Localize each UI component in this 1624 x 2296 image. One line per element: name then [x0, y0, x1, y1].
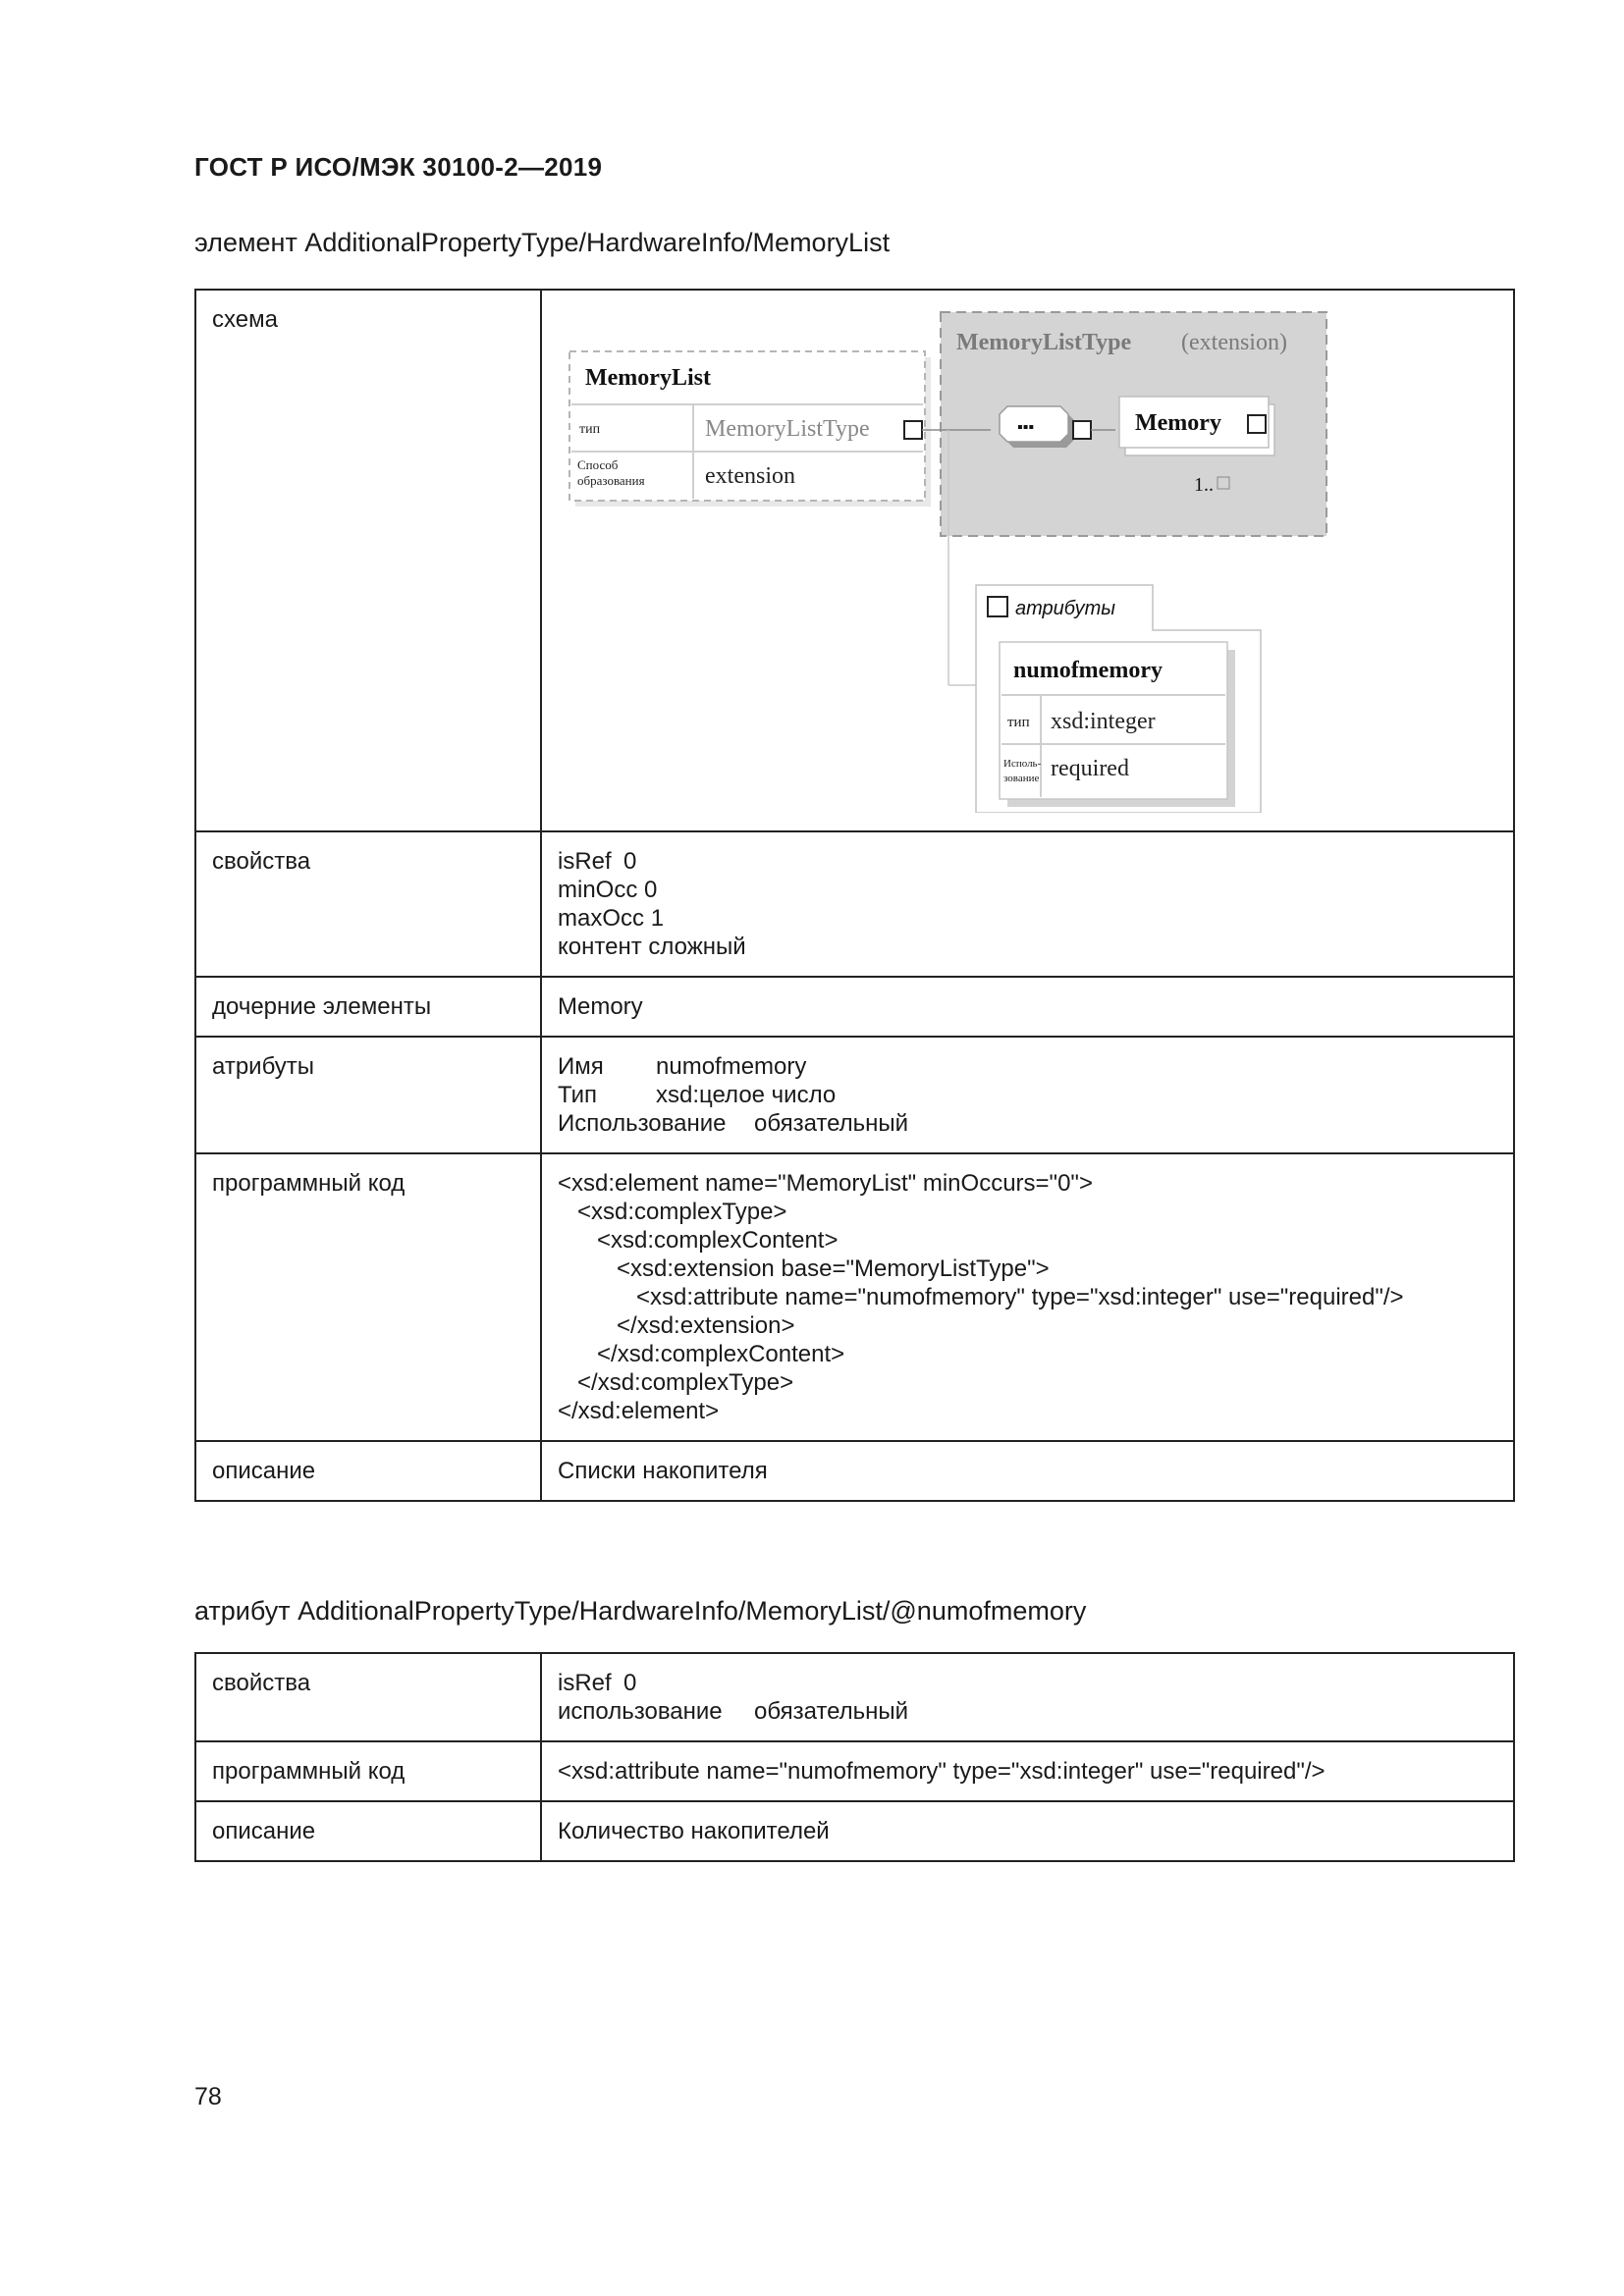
derivation-label-2: образования [577, 473, 645, 488]
code-line: </xsd:complexType> [558, 1369, 794, 1396]
attr-props-value [541, 1653, 1514, 1741]
children-value: Memory [541, 977, 1514, 1037]
schema-row [195, 290, 1514, 831]
code-line: <xsd:element name="MemoryList" minOccurs="0"> [558, 1170, 1093, 1197]
code-line: <xsd:extension base="MemoryListType"> [558, 1255, 1050, 1282]
attr-code-row [195, 1741, 1514, 1801]
attr-line: Имя numofmemory [558, 1053, 807, 1080]
code-line: <xsd:complexType> [558, 1199, 787, 1225]
attribute-caption: атрибут AdditionalPropertyType/HardwareInfo/MemoryList/@numofmemory [194, 1596, 1087, 1626]
schema-diagram-cell [541, 290, 1514, 831]
extension-title: MemoryListType [956, 330, 1132, 355]
schema-diagram [556, 302, 1498, 813]
prop-line: maxOcc 1 [558, 905, 665, 932]
attributes-tab-label: атрибуты [1015, 598, 1115, 619]
memorylist-expand-icon[interactable] [904, 421, 922, 439]
memorylist-title: MemoryList [585, 365, 711, 391]
desc-value: Списки накопителя [541, 1441, 1514, 1501]
code-row [195, 1153, 1514, 1441]
attr-desc-label: описание [195, 1801, 541, 1861]
attr-line: Тип xsd:целое число [558, 1082, 837, 1108]
sequence-expand-icon[interactable] [1073, 421, 1091, 439]
props-row [195, 831, 1514, 977]
element-caption: элемент AdditionalPropertyType/HardwareInfo/MemoryList [194, 228, 891, 257]
attr-props-row [195, 1653, 1514, 1741]
attr-type-label: тип [1007, 715, 1030, 730]
code-line: <xsd:attribute name="numofmemory" type="xsd:integer" use="required"/> [558, 1284, 1404, 1310]
memory-occurs: 1.. [1194, 474, 1214, 496]
prop-line: isRef 0 [558, 848, 637, 875]
type-value: MemoryListType [705, 416, 870, 442]
attr-desc-value: Количество накопителей [541, 1801, 1514, 1861]
document-header: ГОСТ Р ИСО/МЭК 30100-2—2019 [194, 152, 603, 182]
props-label: свойства [195, 831, 541, 977]
children-row [195, 977, 1514, 1037]
attribute-name: numofmemory [1013, 658, 1163, 683]
memory-title: Memory [1135, 410, 1221, 436]
sequence-symbol: ▪▪▪ [1017, 419, 1035, 436]
attrs-row [195, 1037, 1514, 1153]
derivation-value: extension [705, 463, 795, 489]
memory-expand-icon[interactable] [1248, 415, 1266, 433]
attr-props-label: свойства [195, 1653, 541, 1741]
attr-prop-line: использование обязательный [558, 1698, 909, 1725]
derivation-label-1: Способ [577, 457, 619, 472]
code-line: <xsd:complexContent> [558, 1227, 839, 1254]
desc-row [195, 1441, 1514, 1501]
code-label: программный код [195, 1153, 541, 1441]
attr-code-label: программный код [195, 1741, 541, 1801]
attrs-value [541, 1037, 1514, 1153]
code-line: </xsd:complexContent> [558, 1341, 845, 1367]
children-label: дочерние элементы [195, 977, 541, 1037]
attrs-label: атрибуты [195, 1037, 541, 1153]
attr-use-value: required [1051, 756, 1129, 781]
element-table [194, 289, 1515, 1502]
code-value [541, 1153, 1514, 1441]
desc-label: описание [195, 1441, 541, 1501]
attributes-collapse-icon[interactable] [988, 597, 1007, 616]
attr-line: Использование обязательный [558, 1110, 909, 1137]
code-line: </xsd:element> [558, 1398, 720, 1424]
attr-use-label-1: Исполь- [1003, 758, 1042, 770]
page-number: 78 [194, 2083, 222, 2110]
attr-prop-line: isRef 0 [558, 1670, 637, 1696]
diagram-svg [556, 302, 1341, 813]
extension-suffix: (extension) [1181, 330, 1287, 355]
attribute-table [194, 1652, 1515, 1862]
attr-use-label-2: зование [1003, 773, 1040, 784]
props-value [541, 831, 1514, 977]
code-line: </xsd:extension> [558, 1312, 795, 1339]
prop-line: контент сложный [558, 934, 746, 960]
attr-desc-row [195, 1801, 1514, 1861]
prop-line: minOcc 0 [558, 877, 658, 903]
attr-type-value: xsd:integer [1051, 709, 1156, 734]
schema-label: схема [195, 290, 541, 831]
type-label: тип [579, 422, 601, 437]
attr-code-value: <xsd:attribute name="numofmemory" type="xsd:integer" use="required"/> [541, 1741, 1514, 1801]
